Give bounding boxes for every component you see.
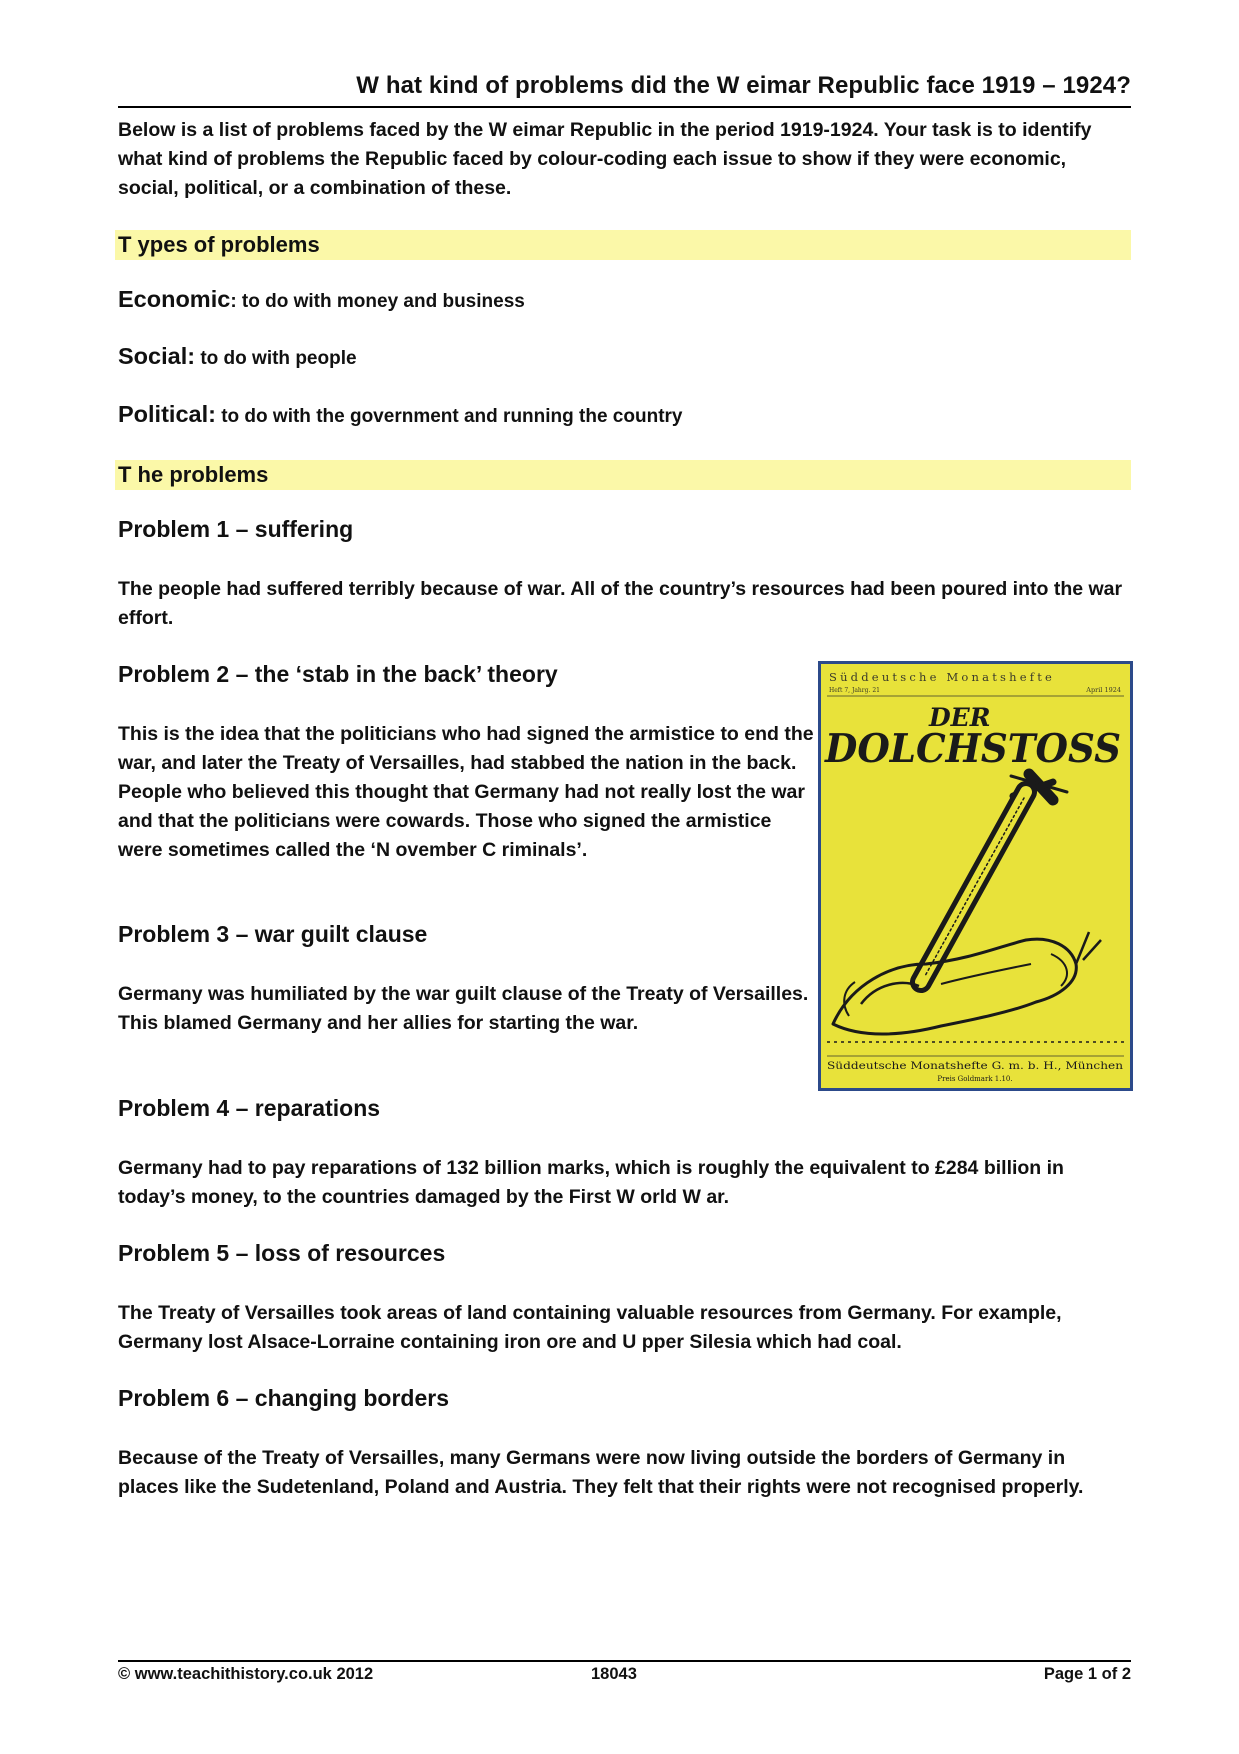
poster-issue: Heft 7, Jahrg. 21 [829,687,880,694]
definition-text: : to do with money and business [230,291,525,312]
poster-publisher: Süddeutsche Monatshefte G. m. b. H., München [827,1061,1124,1072]
problem-2-heading: Problem 2 – the ‘stab in the back’ theory [118,661,558,687]
fallen-figure-drawing [827,932,1125,1042]
types-heading-band [115,230,1131,260]
poster-artwork [821,664,1130,1088]
page-title: W hat kind of problems did the W eimar Republic face 1919 – 1924? [356,72,1131,99]
problem-3-body: Germany was humiliated by the war guilt clause of the Treaty of Versailles. This blamed Germany and her allies for starting the war. [118,983,809,1034]
problems-heading: T he problems [118,462,269,487]
title-divider [118,106,1131,108]
footer-resource-code: 18043 [591,1665,637,1683]
dolchstoss-poster-image [818,661,1133,1091]
footer-copyright: © www.teachithistory.co.uk 2012 [118,1665,374,1683]
types-heading: T ypes of problems [118,232,320,257]
problem-5-body: The Treaty of Versailles took areas of land containing valuable resources from Germany. For example, Germany lost Alsace-Lorraine containing iron ore and U pper Silesia which had coal. [118,1302,1062,1353]
poster-date: April 1924 [1086,686,1121,694]
problem-4-body: Germany had to pay reparations of 132 billion marks, which is roughly the equivalent to £284 billion in today’s money, to the countries damaged by the First W orld W ar. [118,1157,1064,1208]
problem-3-heading: Problem 3 – war guilt clause [118,921,428,947]
problem-5-heading: Problem 5 – loss of resources [118,1240,446,1266]
definition-economic [118,286,525,313]
definition-term: Social: [118,343,196,369]
problem-2-body: This is the idea that the politicians who had signed the armistice to end the war, and later the Treaty of Versailles, had stabbed the nation in the back. People who believed this thought that Germany had not really lost the war and that the politicians were cowards. Those who signed the armistice were sometimes called the ‘N ovember C riminals’. [118,723,814,861]
definition-social [118,343,357,370]
problem-6-body: Because of the Treaty of Versailles, many Germans were now living outside the borders of Germany in places like the Sudetenland, Poland and Austria. They felt that their rights were not recognised properly. [118,1447,1084,1498]
problem-1-body: The people had suffered terribly because of war. All of the country’s resources had been poured into the war effort. [118,578,1123,629]
poster-price: Preis Goldmark 1.10. [937,1075,1013,1083]
poster-masthead: Süddeutsche Monatshefte [829,670,1056,684]
problem-6-heading: Problem 6 – changing borders [118,1385,450,1411]
definition-term: Economic [118,286,231,312]
problem-1-heading: Problem 1 – suffering [118,516,354,542]
poster-title-small: DER [929,703,991,732]
footer-divider [118,1660,1131,1662]
definition-text: to do with people [195,348,357,369]
worksheet-page [118,0,1131,1754]
footer-page-number: Page 1 of 2 [1043,1665,1131,1683]
problems-heading-band [115,460,1131,490]
poster-title-big: DOLCHSTOSS [824,726,1121,772]
problem-4-heading: Problem 4 – reparations [118,1095,381,1121]
definition-political [118,401,682,428]
intro-paragraph: Below is a list of problems faced by the W eimar Republic in the period 1919-1924. Your task is to identify what kind of problems the Republic faced by colour-coding each issue to show if they were economic, social, political, or a combination of these. [118,119,1092,199]
definition-term: Political: [118,401,216,427]
definition-text: to do with the government and running the country [215,406,683,427]
